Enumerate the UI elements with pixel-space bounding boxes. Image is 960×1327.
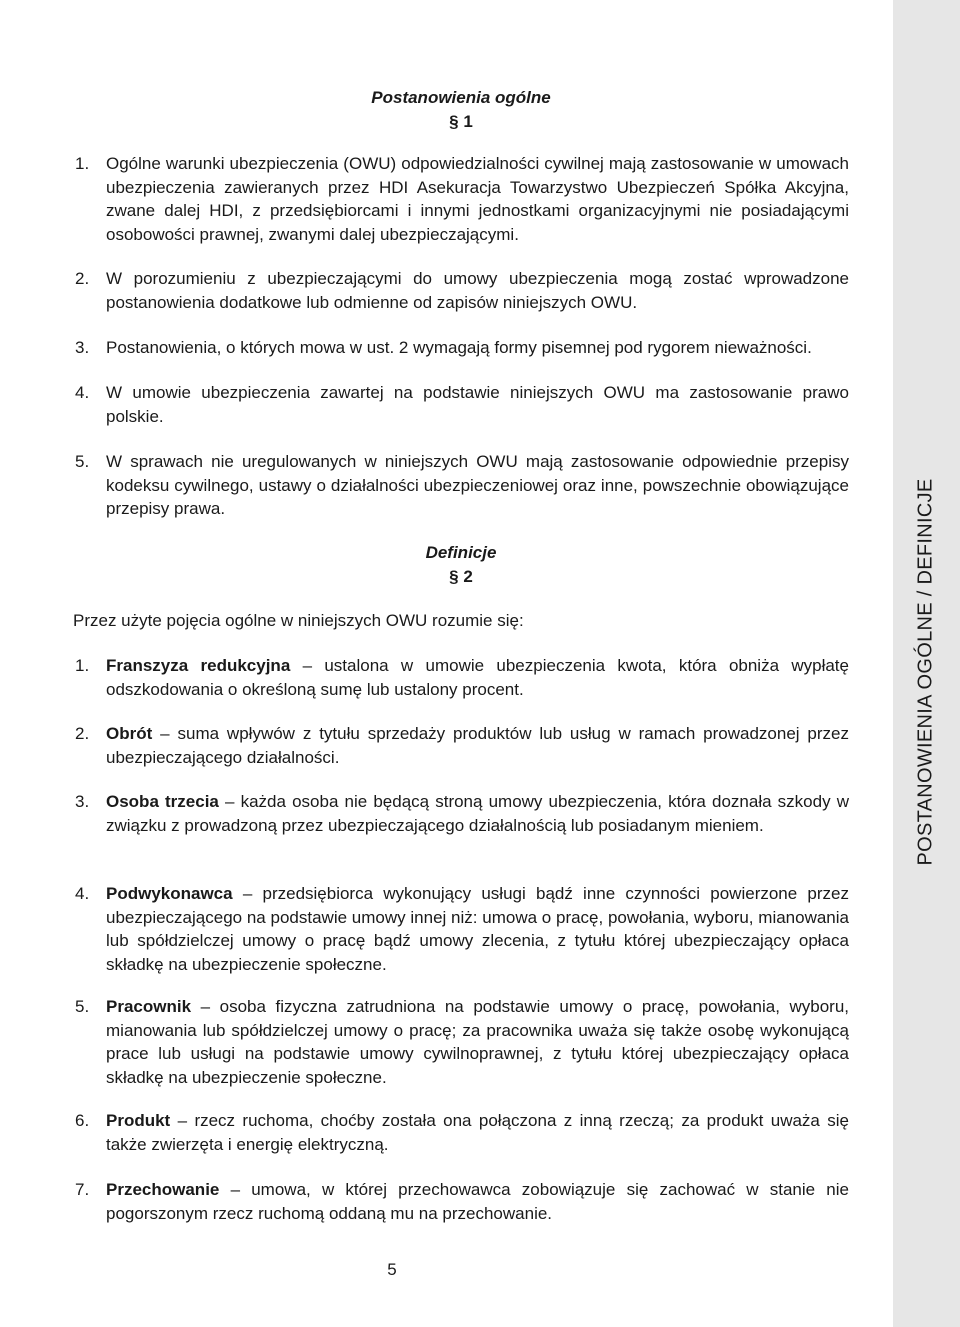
list-item bbox=[73, 450, 849, 521]
item-text: Postanowienia, o których mowa w ust. 2 wymagają formy pisemnej pod rygorem nieważności. bbox=[106, 338, 812, 357]
item-number: 2. bbox=[75, 269, 90, 288]
definition-item bbox=[73, 1109, 849, 1156]
item-number: 5. bbox=[75, 997, 90, 1016]
definition-term: Pracownik bbox=[106, 997, 192, 1016]
definition-text: – suma wpływów z tytułu sprzedaży produktów lub usług w ramach prowadzonej przez ubezpieczającego działalności. bbox=[106, 724, 849, 767]
item-text: W umowie ubezpieczenia zawartej na podstawie niniejszych OWU ma zastosowanie prawo polskie. bbox=[106, 383, 849, 426]
definitions-intro: Przez użyte pojęcia ogólne w niniejszych OWU rozumie się: bbox=[73, 611, 524, 630]
paragraph-sign-2: § 2 bbox=[449, 567, 473, 586]
side-tab-label: POSTANOWIENIA OGÓLNE / DEFINICJE bbox=[914, 478, 937, 866]
definition-item bbox=[73, 1178, 849, 1225]
item-text: W sprawach nie uregulowanych w niniejszych OWU mają zastosowanie odpowiednie przepisy kodeksu cywilnego, ustawy o działalności ubezpieczeniowej oraz inne, powszechnie obowiązujące przepisy prawa. bbox=[106, 452, 849, 518]
definition-term: Podwykonawca bbox=[106, 884, 233, 903]
section-title-definitions: Definicje bbox=[425, 543, 497, 562]
paragraph-sign-1: § 1 bbox=[449, 112, 473, 131]
definition-item bbox=[73, 995, 849, 1089]
definition-text: – rzecz ruchoma, choćby została ona połączona z inną rzeczą; za produkt uważa się także zwierzęta i energię elektryczną. bbox=[106, 1111, 849, 1154]
list-item bbox=[73, 152, 849, 246]
section-title-general: Postanowienia ogólne bbox=[371, 88, 551, 107]
item-text: Ogólne warunki ubezpieczenia (OWU) odpowiedzialności cywilnej mają zastosowanie w umowach ubezpieczenia zawieranych przez HDI Asekuracja Towarzystwo Ubezpieczeń Spółka Akcyjna, zwane dalej HDI, z przedsiębiorcami i innymi jednostkami organizacyjnymi nie posiadającymi osobowości prawnej, zwanymi dalej ubezpieczającymi. bbox=[106, 154, 849, 244]
item-number: 6. bbox=[75, 1111, 90, 1130]
page-number: 5 bbox=[387, 1260, 397, 1279]
definition-term: Przechowanie bbox=[106, 1180, 220, 1199]
definition-text: – przedsiębiorca wykonujący usługi bądź inne czynności powierzone przez ubezpieczającego na podstawie umowy innej niż: umowa o pracę, powołania, wyboru, mianowania lub spółdzielczej umowy o pracę bądź umowy zlecenia, z tytułu której ubezpieczający opłaca składkę na ubezpieczenie społeczne. bbox=[106, 884, 849, 974]
definition-term: Osoba trzecia bbox=[106, 792, 219, 811]
definition-text: – umowa, w której przechowawca zobowiązuje się zachować w stanie nie pogorszonym rzecz ruchomą oddaną mu na przechowanie. bbox=[106, 1180, 849, 1223]
definition-item bbox=[73, 882, 849, 976]
item-number: 7. bbox=[75, 1180, 90, 1199]
item-number: 5. bbox=[75, 452, 90, 471]
item-text: W porozumieniu z ubezpieczającymi do umowy ubezpieczenia mogą zostać wprowadzone postanowienia dodatkowe lub odmienne od zapisów niniejszych OWU. bbox=[106, 269, 849, 312]
definition-text: – ustalona w umowie ubezpieczenia kwota, która obniża wypłatę odszkodowania o określoną sumę lub ustalony procent. bbox=[106, 656, 849, 699]
list-item bbox=[73, 336, 849, 360]
item-number: 4. bbox=[75, 383, 90, 402]
definition-item bbox=[73, 654, 849, 701]
item-number: 2. bbox=[75, 724, 90, 743]
item-number: 4. bbox=[75, 884, 90, 903]
list-item bbox=[73, 267, 849, 314]
definition-term: Obrót bbox=[106, 724, 153, 743]
definition-term: Franszyza redukcyjna bbox=[106, 656, 291, 675]
item-number: 3. bbox=[75, 338, 90, 357]
item-number: 3. bbox=[75, 792, 90, 811]
definition-text: – osoba fizyczna zatrudniona na podstawie umowy o pracę, powołania, wyboru, mianowania lub spółdzielczej umowy o pracę; za pracownika uważa się także osobę wykonującą prace lub usługi na podstawie umowy cywilnoprawnej, z tytułu której ubezpieczający opłaca składkę na ubezpieczenie społeczne. bbox=[106, 997, 849, 1087]
item-number: 1. bbox=[75, 154, 90, 173]
definition-item bbox=[73, 722, 849, 769]
definition-term: Produkt bbox=[106, 1111, 171, 1130]
definition-text: – każda osoba nie będącą stroną umowy ubezpieczenia, która doznała szkody w związku z prowadzoną przez ubezpieczającego działalnością lub posiadanym mieniem. bbox=[106, 792, 849, 835]
list-item bbox=[73, 381, 849, 428]
definition-item bbox=[73, 790, 849, 837]
item-number: 1. bbox=[75, 656, 90, 675]
